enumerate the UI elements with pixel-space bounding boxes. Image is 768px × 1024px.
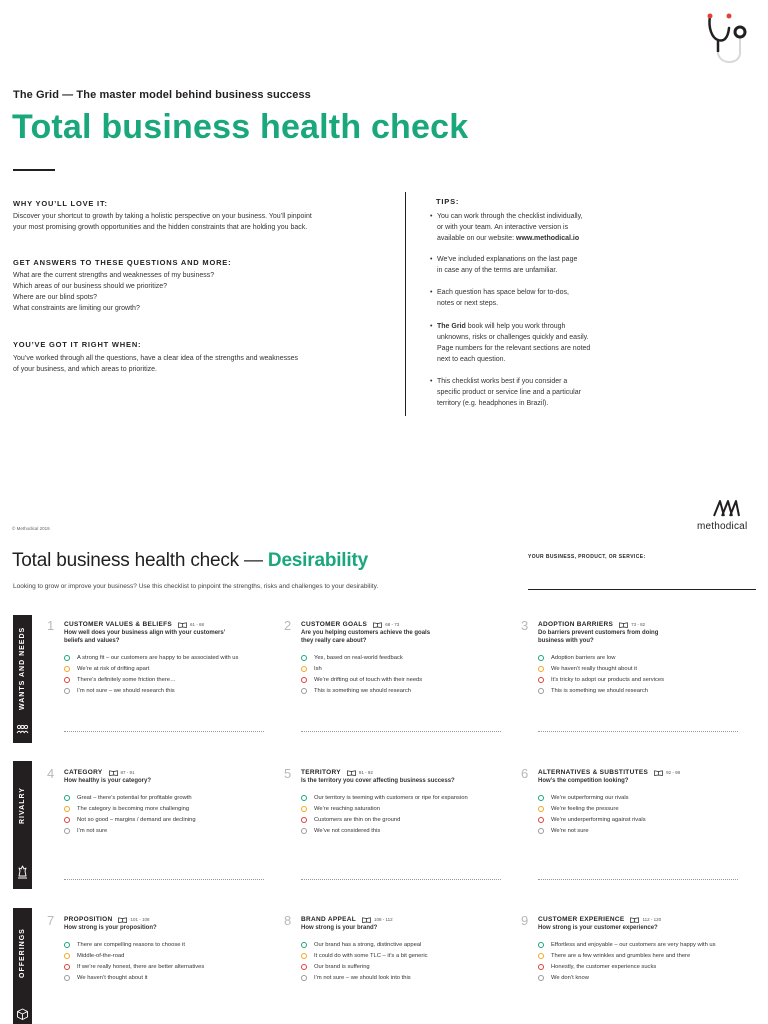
page-reference: 112 - 120 — [642, 917, 662, 922]
radio-circle[interactable] — [538, 655, 544, 661]
question-block — [284, 913, 516, 983]
tip-item: • Each question has space below for to-dos, notes or next steps. — [430, 289, 569, 307]
answer-option[interactable] — [64, 939, 279, 950]
radio-circle[interactable] — [538, 942, 544, 948]
answers-line: Which areas of our business should we prioritize? — [13, 283, 168, 290]
question-block — [47, 618, 279, 696]
radio-circle[interactable] — [538, 953, 544, 959]
answer-label: There’s definitely some friction there… — [77, 676, 176, 683]
book-icon — [362, 917, 371, 923]
question-text — [301, 777, 516, 785]
answer-label: Our territory is teeming with customers or ripe for expansion — [314, 794, 468, 801]
answer-label: Not so good – margins / demand are declining — [77, 816, 196, 823]
radio-circle[interactable] — [301, 806, 307, 812]
answer-label: Our brand is suffering — [314, 963, 370, 970]
question-title: TERRITORY — [301, 769, 341, 776]
copyright: © Methodical 2019 — [12, 526, 50, 531]
question-text — [538, 924, 753, 932]
document-subtitle: The Grid — The master model behind business success — [13, 89, 311, 101]
page-reference: 68 - 73 — [385, 622, 400, 627]
answer-label: There are compelling reasons to choose it — [77, 941, 185, 948]
answer-label: We’re drifting out of touch with their needs — [314, 676, 423, 683]
notes-line[interactable] — [64, 731, 264, 732]
answer-label: This is something we should research — [314, 687, 411, 694]
radio-circle[interactable] — [538, 817, 544, 823]
right-text — [13, 353, 298, 375]
question-line: business with you? — [538, 638, 594, 644]
answer-label: It could do with some TLC – it’s a bit generic — [314, 952, 428, 959]
question-title: CUSTOMER EXPERIENCE — [538, 916, 625, 923]
answer-label: Our brand has a strong, distinctive appeal — [314, 941, 422, 948]
stethoscope-icon — [700, 8, 760, 68]
radio-circle[interactable] — [301, 964, 307, 970]
question-title: BRAND APPEAL — [301, 916, 356, 923]
answer-option[interactable] — [301, 674, 516, 685]
title-rule — [13, 169, 55, 171]
section-label: WANTS AND NEEDS — [19, 626, 26, 710]
right-line: You’ve worked through all the questions, have a clear idea of the strengths and weaknesses — [13, 355, 298, 362]
radio-circle[interactable] — [64, 806, 70, 812]
radio-circle[interactable] — [538, 666, 544, 672]
answer-label: Effortless and enjoyable – our customers are very happy with us — [551, 941, 716, 948]
radio-circle[interactable] — [301, 942, 307, 948]
page-reference: 108 - 112 — [374, 917, 393, 922]
answer-option[interactable] — [301, 939, 516, 950]
answer-option[interactable] — [64, 652, 279, 663]
question-block — [521, 913, 753, 983]
radio-circle[interactable] — [64, 964, 70, 970]
question-number: 7 — [47, 913, 55, 928]
radio-circle[interactable] — [301, 795, 307, 801]
desirability-title: Total business health check — Desirability — [12, 550, 368, 571]
question-block — [47, 913, 279, 983]
answer-option[interactable] — [301, 663, 516, 674]
question-block — [47, 766, 279, 836]
question-title: CUSTOMER GOALS — [301, 621, 368, 628]
page-reference: 101 - 108 — [130, 917, 150, 922]
radio-circle[interactable] — [64, 975, 70, 981]
answer-label: We’re feeling the pressure — [551, 805, 619, 812]
radio-circle[interactable] — [538, 806, 544, 812]
chess-icon — [16, 865, 29, 879]
answer-label: The category is becoming more challenging — [77, 805, 190, 812]
section-offerings — [13, 908, 32, 1024]
question-number: 2 — [284, 618, 292, 633]
answer-option[interactable] — [64, 685, 279, 696]
box-icon — [16, 1008, 29, 1020]
answers-heading: GET ANSWERS TO THESE QUESTIONS AND MORE: — [13, 258, 232, 267]
question-line: How strong is your customer experience? — [538, 925, 658, 931]
question-line: How’s the competition looking? — [538, 778, 629, 784]
book-icon — [118, 917, 127, 923]
radio-circle[interactable] — [64, 953, 70, 959]
page-reference: 73 - 82 — [631, 622, 646, 627]
answer-option[interactable] — [538, 939, 753, 950]
page-reference: 61 - 68 — [190, 622, 205, 627]
page-reference: 92 - 98 — [666, 770, 681, 775]
book-icon — [109, 770, 118, 776]
question-text — [301, 924, 516, 932]
your-business-label: YOUR BUSINESS, PRODUCT, OR SERVICE: — [528, 554, 646, 560]
website-link[interactable]: www.methodical.io — [516, 235, 580, 242]
answer-option[interactable] — [538, 803, 753, 814]
answer-option[interactable] — [64, 663, 279, 674]
radio-circle[interactable] — [301, 666, 307, 672]
book-icon — [654, 770, 663, 776]
answer-option[interactable] — [301, 825, 516, 836]
answer-label: We’ve not considered this — [314, 827, 381, 834]
answer-option[interactable] — [301, 792, 516, 803]
notes-line[interactable] — [64, 879, 264, 880]
question-number: 8 — [284, 913, 292, 928]
answer-label: We’re underperforming against rivals — [551, 816, 646, 823]
page-reference: 91 - 92 — [358, 770, 373, 775]
radio-circle[interactable] — [64, 655, 70, 661]
answer-label: We haven’t really thought about it — [551, 665, 637, 672]
question-line: Are you helping customers achieve the goals — [301, 630, 431, 636]
document-title: Total business health check — [12, 108, 469, 146]
answer-label: We’re at risk of drifting apart — [77, 665, 150, 672]
radio-circle[interactable] — [538, 688, 544, 694]
answer-option[interactable] — [64, 950, 279, 961]
answer-label: I’m not sure – we should look into this — [314, 974, 411, 981]
question-number: 9 — [521, 913, 529, 928]
right-heading: YOU’VE GOT IT RIGHT WHEN: — [13, 340, 142, 349]
question-block — [521, 618, 753, 696]
section-wants-and-needs — [13, 615, 32, 743]
answer-label: We’re not sure — [551, 827, 589, 834]
radio-circle[interactable] — [64, 677, 70, 683]
question-title: ALTERNATIVES & SUBSTITUTES — [538, 769, 649, 776]
answer-option[interactable] — [64, 825, 279, 836]
right-line: of your business, and which areas to prioritize. — [13, 366, 157, 373]
question-line: How strong is your brand? — [301, 925, 378, 931]
radio-circle[interactable] — [64, 817, 70, 823]
answers-list — [13, 270, 214, 314]
answer-option[interactable] — [64, 674, 279, 685]
answer-option[interactable] — [301, 950, 516, 961]
radio-circle[interactable] — [301, 817, 307, 823]
methodical-logo-text: methodical — [697, 521, 748, 532]
radio-circle[interactable] — [301, 975, 307, 981]
notes-line[interactable] — [538, 731, 738, 732]
radio-circle[interactable] — [538, 964, 544, 970]
radio-circle[interactable] — [64, 942, 70, 948]
book-icon — [373, 622, 382, 628]
answer-label: There are a few wrinkles and grumbles here and there — [551, 952, 691, 959]
question-number: 5 — [284, 766, 292, 781]
answer-option[interactable] — [538, 972, 753, 983]
answer-label: It’s tricky to adopt our products and services — [551, 676, 664, 683]
question-block — [284, 618, 516, 696]
answer-option[interactable] — [538, 685, 753, 696]
tip-item: • This checklist works best if you consider a specific product or service line and a particular territory (e.g. headphones in Brazil). — [430, 378, 581, 407]
radio-circle[interactable] — [301, 953, 307, 959]
question-title: CATEGORY — [64, 769, 103, 776]
answer-label: If we’re really honest, there are better alternatives — [77, 963, 205, 970]
book-icon — [178, 622, 187, 628]
question-number: 4 — [47, 766, 55, 781]
question-text — [538, 629, 753, 645]
book-icon — [630, 917, 639, 923]
answer-option[interactable] — [64, 792, 279, 803]
column-divider — [405, 192, 406, 416]
answer-label: Adoption barriers are low — [551, 654, 616, 661]
why-line: your most promising growth opportunities and the hidden constraints that are holding you back. — [13, 224, 308, 231]
answer-option[interactable] — [538, 792, 753, 803]
question-title: ADOPTION BARRIERS — [538, 621, 614, 628]
answer-option[interactable] — [301, 803, 516, 814]
answer-option[interactable] — [64, 961, 279, 972]
tips-heading: TIPS: — [436, 197, 460, 206]
answer-option[interactable] — [301, 814, 516, 825]
people-icon — [16, 723, 29, 735]
answer-label: Great – there’s potential for profitable growth — [77, 794, 192, 801]
why-text — [13, 211, 312, 233]
answer-label: We’re outperforming our rivals — [551, 794, 629, 801]
answer-option[interactable] — [538, 674, 753, 685]
question-text — [301, 629, 516, 645]
answer-label: Yes, based on real-world feedback — [314, 654, 403, 661]
tip-item: • You can work through the checklist individually, or with your team. An interactive version is available on our website: www.methodical.io — [430, 213, 583, 242]
notes-line[interactable] — [538, 879, 738, 880]
your-business-input[interactable] — [528, 589, 756, 590]
radio-circle[interactable] — [64, 688, 70, 694]
answers-line: What are the current strengths and weaknesses of my business? — [13, 272, 215, 279]
section-label: RIVALRY — [19, 787, 26, 825]
question-block — [284, 766, 516, 836]
answer-label: We haven’t thought about it — [77, 974, 148, 981]
notes-line[interactable] — [301, 879, 501, 880]
question-line: they really care about? — [301, 638, 367, 644]
question-number: 3 — [521, 618, 529, 633]
answer-label: Middle-of-the-road — [77, 952, 125, 959]
page-reference: 87 - 91 — [120, 770, 135, 775]
question-number: 1 — [47, 618, 55, 633]
question-block — [521, 766, 753, 836]
answer-option[interactable] — [301, 972, 516, 983]
question-line: How healthy is your category? — [64, 778, 152, 784]
answer-option[interactable] — [538, 663, 753, 674]
answer-option[interactable] — [538, 814, 753, 825]
answer-option[interactable] — [538, 652, 753, 663]
radio-circle[interactable] — [301, 688, 307, 694]
answer-label: I’m not sure – we should research this — [77, 687, 175, 694]
answer-label: We don’t know — [551, 974, 589, 981]
answer-option[interactable] — [538, 825, 753, 836]
answer-label: Ish — [314, 665, 322, 672]
section-rivalry — [13, 761, 32, 889]
answer-option[interactable] — [538, 950, 753, 961]
tip-item: • The Grid book will help you work through unknowns, risks or challenges quickly and easily. Page numbers for the relevant sections are noted next to each question. — [430, 323, 591, 363]
answer-label: We’re reaching saturation — [314, 805, 380, 812]
answer-label: Honestly, the customer experience sucks — [551, 963, 657, 970]
answer-label: I’m not sure — [77, 827, 108, 834]
question-text — [64, 777, 279, 785]
book-icon — [619, 622, 628, 628]
why-line: Discover your shortcut to growth by taking a holistic perspective on your business. You’ll pinpoint — [13, 213, 312, 220]
answer-option[interactable] — [64, 972, 279, 983]
radio-circle[interactable] — [64, 828, 70, 834]
question-title: PROPOSITION — [64, 916, 113, 923]
radio-circle[interactable] — [301, 828, 307, 834]
radio-circle[interactable] — [64, 666, 70, 672]
methodical-logo-icon — [711, 498, 741, 518]
answers-line: What constraints are limiting our growth? — [13, 305, 140, 312]
question-title: CUSTOMER VALUES & BELIEFS — [64, 621, 173, 628]
radio-circle[interactable] — [538, 677, 544, 683]
book-icon — [347, 770, 356, 776]
notes-line[interactable] — [301, 731, 501, 732]
radio-circle[interactable] — [538, 975, 544, 981]
answers-line: Where are our blind spots? — [13, 294, 98, 301]
answer-label: Customers are thin on the ground — [314, 816, 401, 823]
radio-circle[interactable] — [64, 795, 70, 801]
question-line: Do barriers prevent customers from doing — [538, 630, 659, 636]
question-number: 6 — [521, 766, 529, 781]
answer-option[interactable] — [64, 814, 279, 825]
question-line: How strong is your proposition? — [64, 925, 157, 931]
question-text — [538, 777, 753, 785]
question-line: How well does your business align with your customers’ — [64, 630, 226, 636]
answer-label: This is something we should research — [551, 687, 648, 694]
answer-option[interactable] — [301, 652, 516, 663]
question-line: beliefs and values? — [64, 638, 120, 644]
desirability-intro: Looking to grow or improve your business? Use this checklist to pinpoint the strengths, risks and challenges to your desirability. — [13, 583, 379, 590]
question-text — [64, 629, 279, 645]
tip-item: • We’ve included explanations on the last page in case any of the terms are unfamiliar. — [430, 256, 578, 274]
section-label: OFFERINGS — [19, 928, 26, 978]
why-heading: WHY YOU’LL LOVE IT: — [13, 199, 108, 208]
answer-option[interactable] — [64, 803, 279, 814]
answer-option[interactable] — [301, 685, 516, 696]
answer-option[interactable] — [301, 961, 516, 972]
radio-circle[interactable] — [301, 655, 307, 661]
question-text — [64, 924, 279, 932]
answer-label: A strong fit – our customers are happy to be associated with us — [77, 654, 239, 661]
radio-circle[interactable] — [301, 677, 307, 683]
answer-option[interactable] — [538, 961, 753, 972]
question-line: Is the territory you cover affecting business success? — [301, 778, 455, 784]
radio-circle[interactable] — [538, 828, 544, 834]
radio-circle[interactable] — [538, 795, 544, 801]
